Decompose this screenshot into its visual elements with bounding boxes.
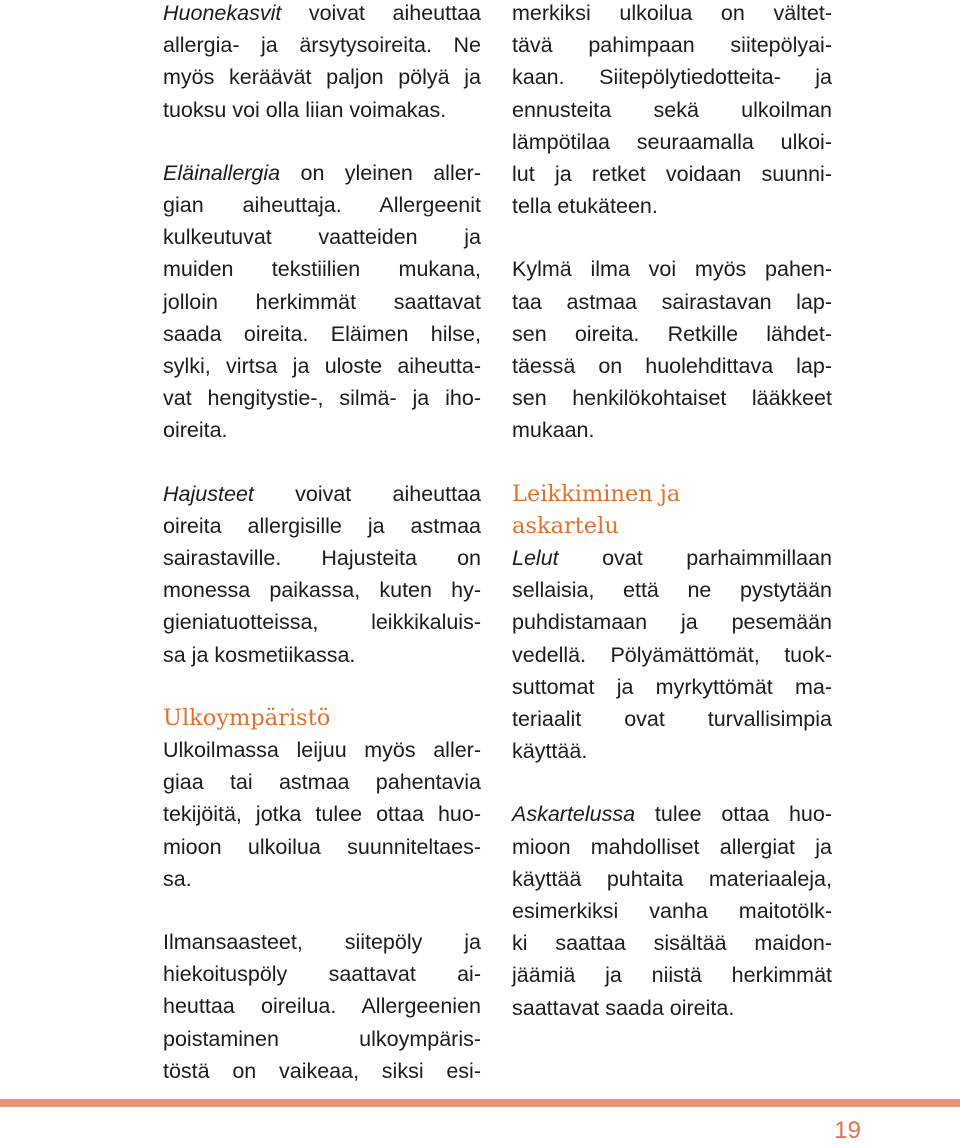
section-heading-outdoor: Ulkoympäristö xyxy=(163,704,331,731)
text-line: heuttaa oireilua. Allergeenien xyxy=(163,994,481,1019)
text-line: käyttää. xyxy=(512,739,588,764)
section-heading-play-crafts xyxy=(512,478,832,542)
text-line: mioon ulkoilua suunniteltaes- xyxy=(163,834,481,859)
text-line: Kylmä ilma voi myös pahen- xyxy=(512,257,832,282)
text-line: täessä on huolehdittava lap- xyxy=(512,354,832,379)
text-line: saattavat saada oireita. xyxy=(512,995,735,1020)
paragraph-pollen-forecast xyxy=(512,0,832,222)
paragraph-toys xyxy=(512,542,832,767)
text-line: jäämiä ja niistä herkimmät xyxy=(512,963,832,988)
text-line: allergia- ja ärsytysoireita. Ne xyxy=(163,33,481,58)
text-line: tella etukäteen. xyxy=(512,194,658,219)
text-line: gieniatuotteissa, leikkikaluis- xyxy=(163,610,481,635)
text-line: Lelut ovat parhaimmillaan xyxy=(512,546,832,571)
text-line: saada oireita. Eläimen hilse, xyxy=(163,321,481,346)
text-line: taa astmaa sairastavan lap- xyxy=(512,289,832,314)
paragraph-fragrances xyxy=(163,478,481,671)
text-line: tuoksu voi olla liian voimakas. xyxy=(163,97,447,122)
text-line: sen henkilökohtaiset lääkkeet xyxy=(512,386,832,411)
text-line: Ulkoilmassa leijuu myös aller- xyxy=(163,738,481,763)
heading-line: askartelu xyxy=(512,512,619,539)
heading-line: Leikkiminen ja xyxy=(512,480,681,507)
text-line: Hajusteet voivat aiheuttaa xyxy=(163,481,481,506)
text-line: lämpötilaa seuraamalla ulkoi- xyxy=(512,129,832,154)
term-houseplants: Huonekasvit xyxy=(163,1,282,25)
text-line: oireita allergisille ja astmaa xyxy=(163,513,481,538)
text-line: kulkeutuvat vaatteiden ja xyxy=(163,225,481,250)
text-line: tävä pahimpaan siitepölyai- xyxy=(512,33,832,58)
text-line: puhdistamaan ja pesemään xyxy=(512,610,832,635)
text-line: merkiksi ulkoilua on vältet- xyxy=(512,1,832,25)
text-line: sylki, virtsa ja uloste aiheutta- xyxy=(163,354,481,379)
text-line: monessa paikassa, kuten hy- xyxy=(163,578,481,603)
text-line: ki saattaa sisältää maidon- xyxy=(512,931,832,956)
text-line: mukaan. xyxy=(512,418,595,443)
text-line: lut ja retket voidaan suunni- xyxy=(512,162,832,187)
text-line: sairastaville. Hajusteita on xyxy=(163,546,481,571)
text-line: mioon mahdolliset allergiat ja xyxy=(512,834,832,859)
footer-bar xyxy=(0,1099,960,1107)
text-line: tekijöitä, jotka tulee ottaa huo- xyxy=(163,802,481,827)
paragraph-pollution xyxy=(163,926,481,1087)
term-animal-allergy: Eläinallergia xyxy=(163,160,281,185)
paragraph-houseplants xyxy=(163,0,481,126)
term-crafts: Askartelussa xyxy=(512,802,636,827)
text-line: sa ja kosmetiikassa. xyxy=(163,642,356,667)
term-toys: Lelut xyxy=(512,546,559,571)
text-line: vat hengitystie-, silmä- ja iho- xyxy=(163,386,481,411)
text-line: teriaalit ovat turvallisimpia xyxy=(512,707,832,732)
text-line: poistaminen ulkoympäris- xyxy=(163,1026,481,1051)
text-line: esimerkiksi vanha maitotölk- xyxy=(512,899,832,924)
text-line: sa. xyxy=(163,866,192,891)
page-number: 19 xyxy=(834,1117,861,1144)
text-line: vedellä. Pölyämättömät, tuok- xyxy=(512,642,832,667)
text-line: gian aiheuttaja. Allergeenit xyxy=(163,193,481,218)
text-line: Eläinallergia on yleinen aller- xyxy=(163,160,481,185)
text-line: ennusteita sekä ulkoilman xyxy=(512,97,832,122)
paragraph-outdoor-air xyxy=(163,734,481,895)
right-column xyxy=(512,0,832,1024)
text-line: Huonekasvit voivat aiheuttaa xyxy=(163,1,481,25)
text-line: hiekoituspöly saattavat ai- xyxy=(163,962,481,987)
text-line: sellaisia, että ne pystytään xyxy=(512,578,832,603)
text-line: giaa tai astmaa pahentavia xyxy=(163,770,481,795)
text-line: Askartelussa tulee ottaa huo- xyxy=(512,802,832,827)
text-line: käyttää puhtaita materiaaleja, xyxy=(512,866,832,891)
paragraph-cold-air xyxy=(512,253,832,446)
paragraph-animal-allergy xyxy=(163,157,481,447)
text-line: töstä on vaikeaa, siksi esi- xyxy=(163,1058,481,1083)
text-line: jolloin herkimmät saattavat xyxy=(163,289,481,314)
text-line: kaan. Siitepölytiedotteita- ja xyxy=(512,65,832,90)
text-line: muiden tekstiilien mukana, xyxy=(163,257,481,282)
text-line: oireita. xyxy=(163,418,228,443)
left-column xyxy=(163,0,481,1087)
text-line: myös keräävät paljon pölyä ja xyxy=(163,65,481,90)
text-line: Ilmansaasteet, siitepöly ja xyxy=(163,930,481,955)
term-fragrances: Hajusteet xyxy=(163,481,254,506)
text-line: sen oireita. Retkille lähdet- xyxy=(512,321,832,346)
text-line: suttomat ja myrkyttömät ma- xyxy=(512,674,832,699)
paragraph-crafts xyxy=(512,798,832,1023)
